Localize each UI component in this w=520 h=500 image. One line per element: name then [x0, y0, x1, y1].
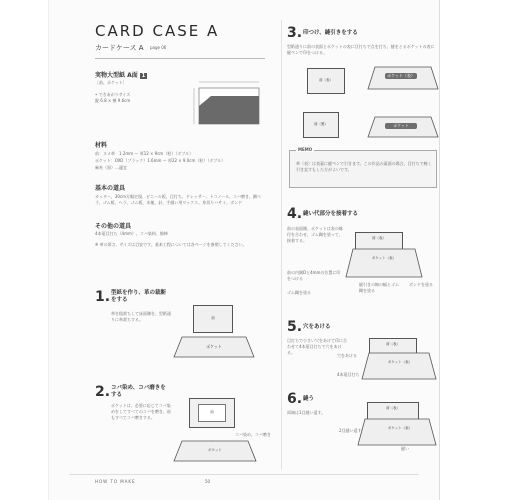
size-label: • できあがりサイズ	[95, 92, 131, 97]
step-4-pocket-piece	[345, 248, 423, 278]
step-2-number: 2.	[95, 384, 111, 400]
step-2-text: ポケットは、必要に応じてコバ染めをしてすべてのコバを磨き、前もすべてコバ磨きする。	[111, 403, 171, 420]
pattern-badge: 1	[141, 73, 146, 79]
page-ref: page 06	[150, 45, 167, 50]
tools-heading: 基本の道具	[95, 185, 126, 192]
step-3-pocket-top-label: ポケット（表）	[385, 73, 417, 79]
step-4-callout-1: 前の内側Dと4mmの位置に印をつける	[287, 270, 341, 281]
step-1-text: 革を粗裁ちして床面側を、型紙通りに革裁ちする。	[111, 311, 171, 322]
step-4-text: 前の表面側、ポケットは表の縁付を合わせ、ゴム糊を塗って、接着する。	[287, 226, 343, 243]
size-value: 縦 6.8 × 横 9.6cm	[95, 98, 131, 103]
step-5-pocket-piece	[361, 352, 437, 380]
tools-text: カッター、30cm方眼定規、ビニール板、目打ち、ドレッサー、トコノール、コバ磨き、鋼ベラ、ゴム板、ヘラ、ゴム板、木槌、針、手縫い用ワックス、糸切りハサミ、ボンド	[95, 194, 261, 205]
step-6-text: 両端は1目縫い返す。	[287, 410, 326, 415]
header-rule	[95, 58, 265, 59]
pattern-parts: ［前、ポケット］	[95, 80, 127, 85]
step-2-callout: コバ染め、コバ磨き	[235, 432, 271, 437]
step-6-number: 6.	[287, 391, 303, 407]
step-5-callout-2: 4本菱目打ち	[337, 372, 360, 377]
step-4-callout-2: ゴム糊を塗る	[287, 290, 311, 295]
pattern-diagram	[189, 78, 269, 128]
footer-rule	[69, 474, 419, 475]
materials-line-3: 麻糸（黒）…適宜	[95, 165, 127, 170]
others-text: 4本菱目打ち（4mm）、コバ染料、綿棒	[95, 231, 168, 236]
step-6-title: 縫う	[303, 396, 315, 402]
step-5-pocket-label: ポケット（表）	[387, 360, 413, 364]
step-5-callout-1: 穴をあける	[337, 353, 357, 358]
step-5-text: 目打ちで小さい穴をあけて印に合わせて4本菱目打ちで穴をあける。	[287, 338, 347, 355]
step-1-front-piece: 前	[193, 305, 233, 333]
step-4-callout-3: 縫引きの線の幅とゴム糊を塗る	[359, 282, 399, 293]
step-5-front-piece: 前（表）	[369, 338, 417, 370]
step-6-callout-2: 縫い	[401, 446, 409, 451]
step-3-front-back: 前（裏）	[303, 112, 339, 138]
materials-line-1: 前：ヌメ革 1.2mm ～ 厚12 × 9cm（粒）（ダブル）	[95, 151, 194, 156]
step-1-number: 1.	[95, 289, 111, 305]
footer-page-number: 50	[205, 479, 211, 484]
step-3-pocket-back-label: ポケット	[385, 123, 417, 129]
step-6-pocket-piece	[357, 418, 437, 446]
step-6-front-piece: 前（表）	[367, 402, 419, 438]
step-4-title: 縫い代部分を接着する	[303, 211, 359, 217]
step-3-front-top: 前（表）	[307, 68, 345, 94]
column-divider	[281, 20, 282, 470]
step-3-number: 3.	[287, 25, 303, 41]
step-2-title: コバ染め、コバ磨きをする	[111, 385, 166, 398]
step-1-title: 型紙を作り、革の裁断をする	[111, 290, 167, 303]
memo-box	[289, 147, 437, 188]
step-3-text: 型紙通りに前の表面とポケットの表に目打ちで点を打ち、縫をとるポケットの表に縫ペンで印をつける。	[287, 44, 435, 55]
page-subtitle: カードケース A	[95, 44, 144, 52]
step-6-pocket-label: ポケット（表）	[387, 426, 413, 430]
pattern-heading: 実物大型紙 A面 1	[95, 72, 146, 79]
step-2-front-piece: 前	[189, 398, 235, 428]
step-5-title: 穴をあける	[303, 324, 331, 330]
step-4-front-piece: 前（表）	[355, 232, 403, 264]
step-6-callout-1: 2目縫い返す	[339, 428, 362, 433]
step-1-pocket-label: ポケット	[206, 344, 222, 349]
step-3-title: 印つけ、縫引きをする	[303, 30, 358, 36]
footer-label: HOW TO MAKE	[95, 479, 136, 484]
others-note: ※ 革の厚さ、サイズは目安です。基本工程については各ページを参照してください。	[95, 242, 247, 247]
step-4-number: 4.	[287, 206, 303, 222]
memo-label: MEMO	[298, 147, 313, 152]
memo-text: 革（表）は表裏に縫ペンで引きます。この作品の裏面の場合、目打ちで軽く引き直すもした方がよいです。	[296, 161, 432, 172]
step-2-pocket-label: ポケット	[208, 448, 222, 452]
step-4-callout-4: ボンドを塗る	[409, 282, 433, 287]
page	[48, 0, 440, 500]
step-5-number: 5.	[287, 319, 303, 335]
step-4-pocket-label: ポケット（表）	[371, 256, 397, 260]
others-heading: その他の道具	[95, 223, 132, 230]
materials-line-2: ポケット：OXO（ブラック）1.6mm ～ 厚22 × 9.0cm（粒）（ダブル）	[95, 158, 226, 163]
materials-heading: 材料	[95, 142, 108, 149]
page-title: CARD CASE A	[95, 22, 220, 40]
